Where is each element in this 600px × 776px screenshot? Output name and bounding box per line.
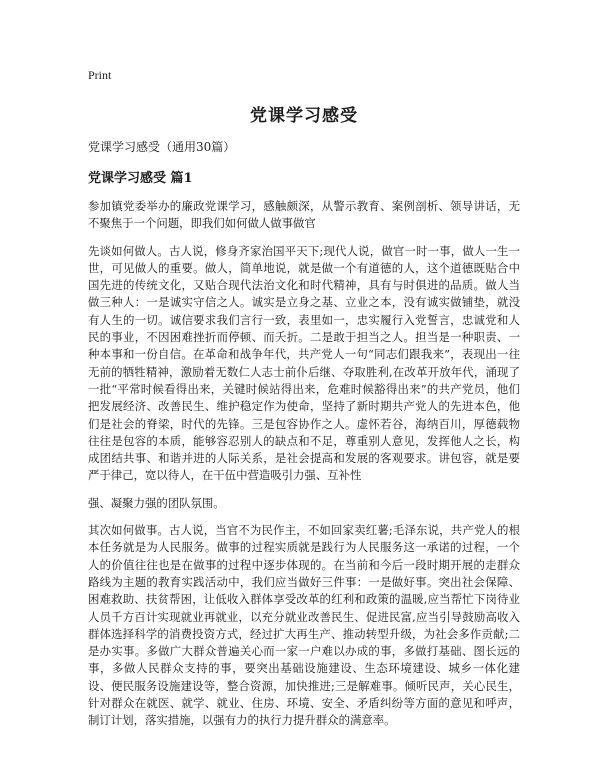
section-heading: 党课学习感受 篇1	[88, 171, 193, 186]
paragraph-how-to-do-things: 其次如何做事。古人说，当官不为民作主，不如回家卖红薯;毛泽东说，共产党人的根本任务就是为人民服务。做事的过程实质就是践行为人民服务这一承诺的过程，一个人的价值往往也是在做事的过程中逐步体现的。在当前和今后一段时期开展的走群众路线为主题的教育实践活动中，我们应当做好三件事：一是做好事。突出社会保障、困难救助、扶贫帮困，让低收入群体享受改革的红利和政策的温暖,应当帮忙下岗待业人员千方百计实现就业再就业，以充分就业改善民生、促进民富,应当引导鼓励高收入群体选择科学的消费投资方式，经过扩大再生产、推动转型升级，为社会多作贡献;二是办实事。多做广大群众普遍关心而一家一户难以办成的事，多做打基础、图长远的事，多做人民群众支持的事，要突出基础设施建设、生态环境建设、城乡一体化建设、便民服务设施建设等，整合资源，加快推进;三是解难事。倾听民声，关心民生，针对群众在就医、就学、就业、住房、环境、安全、矛盾纠纷等方面的意见和呼声，制订计划，落实措施，以强有力的执行力提升群众的满意率。	[88, 523, 520, 728]
print-link[interactable]: Print	[88, 68, 112, 82]
paragraph-intro: 参加镇党委举办的廉政党课学习，感触颇深，从警示教育、案例剖析、领导讲话，无不聚焦于一个问题，即我们如何做人做事做官	[88, 199, 520, 231]
paragraph-how-to-be-a-person: 先谈如何做人。古人说，修身齐家治国平天下;现代人说，做官一时一事，做人一生一世，可见做人的重要。做人，简单地说，就是做一个有道德的人，这个道德既贴合中国先进的传统文化，又贴合现代法治文化和时代精神，具有与时俱进的品质。做人当做三种人：一是诚实守信之人。诚实是立身之基、立业之本，没有诚实做铺垫，就没有人生的一切。诚信要求我们言行一致，表里如一，忠实履行入党誓言，忠诚党和人民的事业，不因困难挫折而停顿、而夭折。二是敢于担当之人。担当是一种职责、一种本事和一份自信。在革命和战争年代，共产党人一句“同志们跟我来”，表现出一往无前的牺牲精神，激励着无数仁人志士前仆后继、夺取胜利,在改革开放年代，涌现了一批“平常时候看得出来，关键时候站得出来，危难时候豁得出来”的共产党员，他们把发展经济、改善民生、维护稳定作为使命，坚持了新时期共产党人的先进本色，他们是社会的脊梁，时代的先锋。三是包容协作之人。虚怀若谷，海纳百川，厚德载物往往是包容的本质，能够容忍别人的缺点和不足，尊重别人意见，发挥他人之长，构成团结共事、和谐并进的人际关系，是社会提高和发展的客观要求。讲包容，就是要严于律己，宽以待人，在干伍中营造吸引力强、互补性	[88, 243, 520, 483]
paragraph-continuation: 强、凝聚力强的团队氛围。	[88, 495, 225, 510]
document-subtitle: 党课学习感受（通用30篇）	[88, 140, 236, 154]
document-page	[88, 68, 520, 740]
page-title: 党课学习感受	[250, 106, 358, 126]
